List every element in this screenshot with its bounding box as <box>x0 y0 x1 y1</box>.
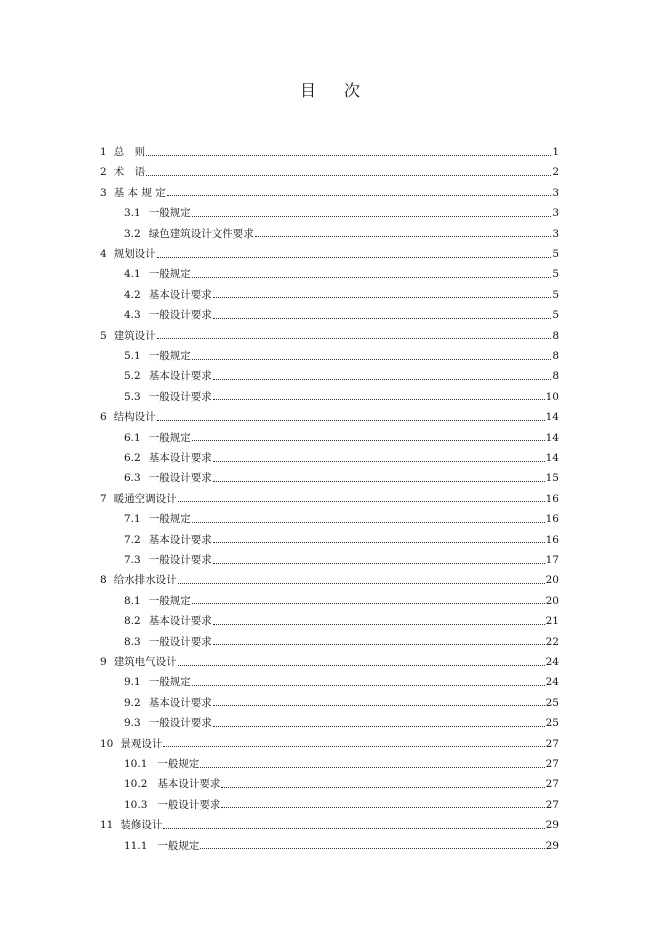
toc-section-entry[interactable] <box>124 428 559 448</box>
title-char-2: 次 <box>344 81 363 100</box>
toc-dot-leader <box>192 440 545 441</box>
toc-entry-number: 1 <box>100 146 107 158</box>
toc-section-entry[interactable] <box>124 795 559 815</box>
toc-entry-title: 一般规定 <box>148 207 191 220</box>
toc-entry-title: 基本设计要求 <box>157 778 221 791</box>
toc-entry-title: 装修设计 <box>120 819 163 832</box>
toc-chapter-entry[interactable] <box>100 326 559 346</box>
toc-section-entry[interactable] <box>124 754 559 774</box>
toc-entry-number: 7 <box>100 492 107 505</box>
toc-dot-leader <box>146 175 551 176</box>
toc-entry-number: 5.1 <box>124 350 141 362</box>
toc-section-entry[interactable] <box>124 264 559 284</box>
toc-dot-leader <box>157 257 552 258</box>
toc-page-number: 16 <box>545 513 559 526</box>
toc-entry-title: 一般设计要求 <box>157 798 221 811</box>
toc-chapter-entry[interactable] <box>100 183 559 203</box>
toc-entry-number: 9.3 <box>124 717 141 730</box>
toc-dot-leader <box>213 726 545 727</box>
toc-entry-number: 8.1 <box>124 594 141 607</box>
toc-chapter-entry[interactable] <box>100 652 559 672</box>
toc-page-number: 16 <box>545 533 559 546</box>
toc-dot-leader <box>167 195 552 196</box>
page-title <box>0 78 662 101</box>
toc-section-entry[interactable] <box>124 530 559 550</box>
toc-entry-number: 10.1 <box>124 758 148 770</box>
toc-entry-number: 7.3 <box>124 554 141 566</box>
toc-dot-leader <box>192 522 545 523</box>
toc-entry-title: 一般规定 <box>148 268 191 281</box>
toc-entry-number: 3 <box>100 186 107 199</box>
toc-chapter-entry[interactable] <box>100 142 559 162</box>
toc-entry-number: 5 <box>100 329 107 342</box>
toc-page-number: 27 <box>545 798 559 811</box>
toc-section-entry[interactable] <box>124 611 559 631</box>
toc-page-number: 27 <box>545 737 559 750</box>
toc-entry-number: 4 <box>100 248 107 260</box>
toc-dot-leader <box>213 624 545 625</box>
toc-page-number: 25 <box>545 717 559 730</box>
toc-section-entry[interactable] <box>124 346 559 366</box>
toc-dot-leader <box>192 685 545 686</box>
toc-section-entry[interactable] <box>124 387 559 407</box>
toc-page-number: 17 <box>545 554 559 566</box>
toc-entry-title: 总 则 <box>113 146 146 158</box>
toc-dot-leader <box>213 318 552 319</box>
toc-section-entry[interactable] <box>124 366 559 386</box>
toc-dot-leader <box>255 236 552 237</box>
toc-entry-title: 一般规定 <box>148 676 191 689</box>
toc-dot-leader <box>163 746 544 747</box>
toc-dot-leader <box>192 359 552 360</box>
toc-dot-leader <box>213 481 545 482</box>
toc-entry-number: 2 <box>100 166 107 179</box>
toc-section-entry[interactable] <box>124 672 559 692</box>
toc-section-entry[interactable] <box>124 550 559 570</box>
toc-page-number: 8 <box>552 350 559 362</box>
toc-entry-title: 一般设计要求 <box>148 554 212 566</box>
toc-chapter-entry[interactable] <box>100 489 559 509</box>
toc-page-number: 20 <box>545 574 559 587</box>
toc-entry-number: 11 <box>100 819 114 832</box>
toc-page-number: 1 <box>552 146 559 158</box>
toc-dot-leader <box>200 767 544 768</box>
toc-section-entry[interactable] <box>124 693 559 713</box>
toc-entry-title: 基本设计要求 <box>148 370 212 383</box>
toc-page-number: 8 <box>552 370 559 383</box>
toc-section-entry[interactable] <box>124 285 559 305</box>
toc-entry-number: 3.1 <box>124 207 141 220</box>
toc-entry-title: 基本设计要求 <box>148 696 212 709</box>
toc-section-entry[interactable] <box>124 468 559 488</box>
toc-section-entry[interactable] <box>124 713 559 733</box>
toc-chapter-entry[interactable] <box>100 570 559 590</box>
toc-entry-number: 8 <box>100 574 107 587</box>
toc-section-entry[interactable] <box>124 836 559 856</box>
toc-entry-number: 7.2 <box>124 533 141 546</box>
toc-entry-title: 一般设计要求 <box>148 472 212 485</box>
toc-page-number: 27 <box>545 758 559 770</box>
toc-entry-number: 9.1 <box>124 676 141 689</box>
toc-section-entry[interactable] <box>124 203 559 223</box>
toc-dot-leader <box>221 787 544 788</box>
toc-dot-leader <box>192 216 552 217</box>
toc-entry-title: 术 语 <box>113 166 146 179</box>
toc-dot-leader <box>192 603 545 604</box>
toc-entry-number: 8.2 <box>124 615 141 628</box>
toc-dot-leader <box>163 828 544 829</box>
toc-dot-leader <box>213 399 545 400</box>
toc-dot-leader <box>200 848 544 849</box>
toc-dot-leader <box>213 563 545 564</box>
toc-page-number: 5 <box>552 288 559 301</box>
toc-dot-leader <box>213 461 545 462</box>
toc-page-number: 24 <box>545 656 559 668</box>
toc-entry-number: 5.2 <box>124 370 141 383</box>
toc-chapter-entry[interactable] <box>100 815 559 835</box>
toc-chapter-entry[interactable] <box>100 162 559 182</box>
toc-page-number: 20 <box>545 594 559 607</box>
toc-section-entry[interactable] <box>124 632 559 652</box>
toc-entry-number: 3.2 <box>124 227 141 240</box>
toc-entry-title: 建筑设计 <box>113 329 156 342</box>
toc-entry-title: 基本设计要求 <box>148 615 212 628</box>
title-char-1: 目 <box>299 81 318 100</box>
toc-chapter-entry[interactable] <box>100 244 559 264</box>
toc-entry-number: 4.3 <box>124 309 141 322</box>
toc-entry-title: 结构设计 <box>113 411 156 424</box>
toc-entry-number: 6 <box>100 411 107 424</box>
toc-entry-number: 7.1 <box>124 513 141 526</box>
toc-page-number: 25 <box>545 696 559 709</box>
toc-page-number: 29 <box>545 819 559 832</box>
toc-page-number: 10 <box>545 390 559 403</box>
toc-page-number: 3 <box>552 227 559 240</box>
toc-entry-number: 10 <box>100 737 114 750</box>
toc-dot-leader <box>213 705 545 706</box>
toc-entry-title: 景观设计 <box>120 737 163 750</box>
toc-entry-title: 给水排水设计 <box>113 574 177 587</box>
toc-entry-number: 9.2 <box>124 696 141 709</box>
toc-page-number: 27 <box>545 778 559 791</box>
toc-dot-leader <box>157 420 545 421</box>
toc-dot-leader <box>221 807 544 808</box>
toc-section-entry[interactable] <box>124 509 559 529</box>
toc-dot-leader <box>178 665 545 666</box>
toc-entry-title: 一般规定 <box>157 758 200 770</box>
toc-dot-leader <box>213 297 552 298</box>
toc-page-number: 2 <box>552 166 559 179</box>
toc-page-number: 3 <box>552 186 559 199</box>
toc-page-number: 8 <box>552 329 559 342</box>
toc-entry-title: 一般规定 <box>157 839 200 852</box>
toc-page-number: 15 <box>545 472 559 485</box>
toc-page-number: 14 <box>545 431 559 444</box>
toc-entry-number: 8.3 <box>124 635 141 648</box>
toc-entry-number: 5.3 <box>124 390 141 403</box>
toc-section-entry[interactable] <box>124 774 559 794</box>
toc-entry-title: 一般设计要求 <box>148 309 212 322</box>
toc-entry-number: 6.2 <box>124 452 141 464</box>
toc-dot-leader <box>178 501 545 502</box>
toc-entry-number: 9 <box>100 656 107 668</box>
toc-entry-number: 4.1 <box>124 268 141 281</box>
toc-entry-number: 11.1 <box>124 839 148 852</box>
toc-page-number: 24 <box>545 676 559 689</box>
toc-entry-title: 一般规定 <box>148 594 191 607</box>
toc-entry-title: 绿色建筑设计文件要求 <box>148 227 254 240</box>
toc-page-number: 14 <box>545 452 559 464</box>
toc-section-entry[interactable] <box>124 224 559 244</box>
toc-section-entry[interactable] <box>124 591 559 611</box>
toc-dot-leader <box>157 338 552 339</box>
toc-page-number: 5 <box>552 268 559 281</box>
toc-entry-title: 建筑电气设计 <box>113 656 177 668</box>
toc-entry-number: 10.2 <box>124 778 148 791</box>
toc-entry-title: 一般设计要求 <box>148 635 212 648</box>
toc-section-entry[interactable] <box>124 305 559 325</box>
toc-dot-leader <box>213 379 552 380</box>
toc-entry-title: 暖通空调设计 <box>113 492 177 505</box>
toc-chapter-entry[interactable] <box>100 407 559 427</box>
toc-entry-title: 一般规定 <box>148 431 191 444</box>
toc-page-number: 5 <box>552 248 559 260</box>
toc-dot-leader <box>178 583 545 584</box>
toc-dot-leader <box>192 277 552 278</box>
toc-page-number: 16 <box>545 492 559 505</box>
toc-entry-number: 6.3 <box>124 472 141 485</box>
toc-dot-leader <box>213 644 545 645</box>
toc-entry-number: 4.2 <box>124 288 141 301</box>
toc-entry-title: 一般规定 <box>148 350 191 362</box>
toc-entry-title: 基本设计要求 <box>148 452 212 464</box>
toc-dot-leader <box>213 542 545 543</box>
toc-page-number: 21 <box>545 615 559 628</box>
toc-entry-title: 基本设计要求 <box>148 533 212 546</box>
toc-entry-title: 一般设计要求 <box>148 390 212 403</box>
toc-entry-number: 6.1 <box>124 431 141 444</box>
toc-dot-leader <box>146 155 551 156</box>
toc-page-number: 5 <box>552 309 559 322</box>
toc-page-number: 22 <box>545 635 559 648</box>
toc-entry-title: 规划设计 <box>113 248 156 260</box>
toc-entry-title: 一般规定 <box>148 513 191 526</box>
toc-page-number: 3 <box>552 207 559 220</box>
toc-entry-title: 一般设计要求 <box>148 717 212 730</box>
toc-section-entry[interactable] <box>124 448 559 468</box>
toc-chapter-entry[interactable] <box>100 734 559 754</box>
toc-entry-title: 基本设计要求 <box>148 288 212 301</box>
toc-page-number: 29 <box>545 839 559 852</box>
toc-page-number: 14 <box>545 411 559 424</box>
toc-entry-title: 基 本 规 定 <box>113 186 166 199</box>
toc-entry-number: 10.3 <box>124 798 148 811</box>
